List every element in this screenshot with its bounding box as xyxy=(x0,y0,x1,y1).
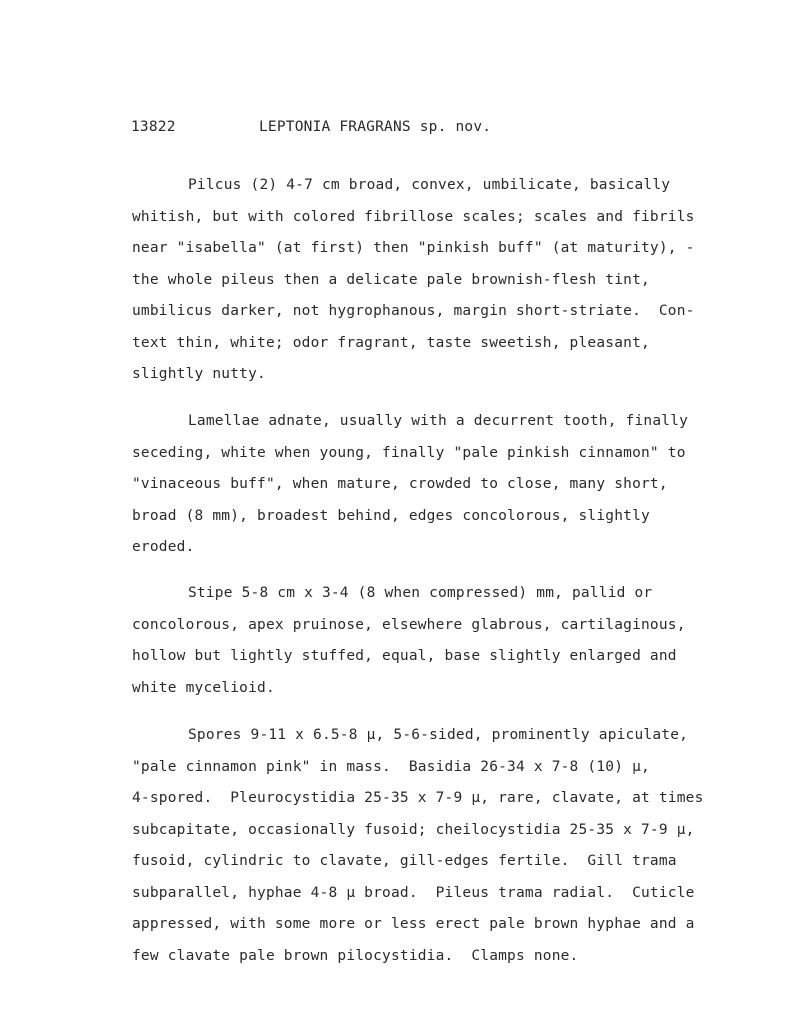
text-line: few clavate pale brown pilocystidia. Clamps none. xyxy=(132,947,579,964)
text-line: broad (8 mm), broadest behind, edges concolorous, slightly xyxy=(132,507,650,524)
lamellae-paragraph xyxy=(132,406,688,564)
species-title: LEPTONIA FRAGRANS sp. nov. xyxy=(259,119,492,135)
text-line: Stipe 5-8 cm x 3-4 (8 when compressed) mm, pallid or xyxy=(188,585,653,601)
text-line: subparallel, hyphae 4-8 µ broad. Pileus trama radial. Cuticle xyxy=(132,884,695,901)
page-header xyxy=(131,118,491,136)
text-line: seceding, white when young, finally "pale pinkish cinnamon" to xyxy=(132,444,686,461)
text-line: subcapitate, occasionally fusoid; cheilocystidia 25-35 x 7-9 µ, xyxy=(132,821,695,838)
text-line: the whole pileus then a delicate pale brownish-flesh tint, xyxy=(132,271,650,288)
text-line: hollow but lightly stuffed, equal, base slightly enlarged and xyxy=(132,648,677,664)
text-line: slightly nutty. xyxy=(132,366,266,382)
text-line: text thin, white; odor fragrant, taste sweetish, pleasant, xyxy=(132,334,650,351)
text-line: fusoid, cylindric to clavate, gill-edges fertile. Gill trama xyxy=(132,853,677,869)
accession-number: 13822 xyxy=(131,119,176,135)
text-line: 4-spored. Pleurocystidia 25-35 x 7-9 µ, rare, clavate, at times xyxy=(132,790,704,806)
text-line: "vinaceous buff", when mature, crowded to close, many short, xyxy=(132,476,668,492)
text-line: eroded. xyxy=(132,539,195,555)
text-line: Lamellae adnate, usually with a decurrent tooth, finally xyxy=(188,413,689,429)
text-line: "pale cinnamon pink" in mass. Basidia 26-34 x 7-8 (10) µ, xyxy=(132,758,650,775)
text-line: whitish, but with colored fibrillose scales; scales and fibrils xyxy=(132,208,695,225)
text-line: Pilcus (2) 4-7 cm broad, convex, umbilicate, basically xyxy=(188,177,671,193)
text-line: near "isabella" (at first) then "pinkish buff" (at maturity), - xyxy=(132,240,695,256)
spores-paragraph xyxy=(132,720,704,972)
stipe-paragraph xyxy=(132,578,686,704)
text-line: Spores 9-11 x 6.5-8 µ, 5-6-sided, prominently apiculate, xyxy=(188,727,689,743)
pileus-paragraph xyxy=(132,170,695,391)
text-line: appressed, with some more or less erect pale brown hyphae and a xyxy=(132,916,695,932)
text-line: umbilicus darker, not hygrophanous, margin short-striate. Con- xyxy=(132,303,695,319)
text-line: concolorous, apex pruinose, elsewhere glabrous, cartilaginous, xyxy=(132,616,686,633)
text-line: white mycelioid. xyxy=(132,679,275,696)
